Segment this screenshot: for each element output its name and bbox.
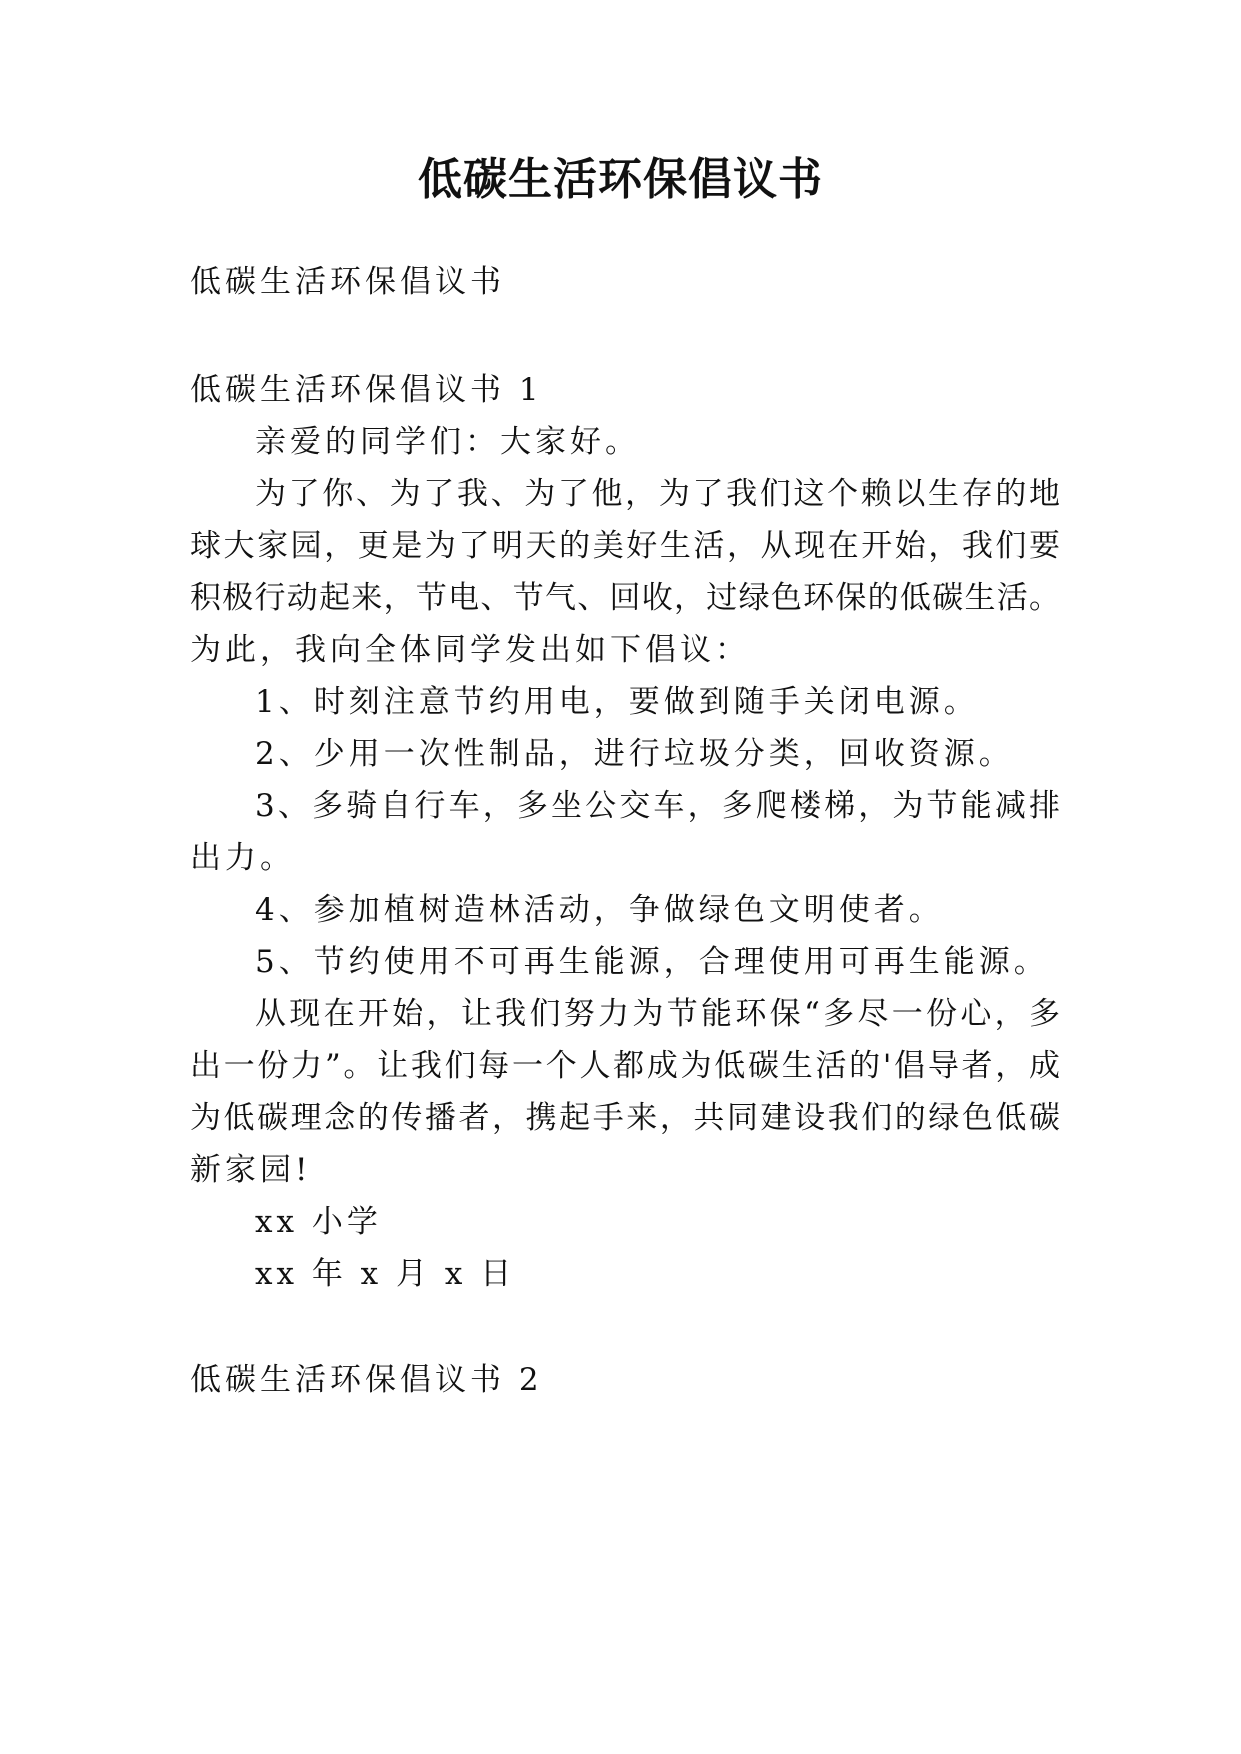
proposal-item-4: 4、参加植树造林活动，争做绿色文明使者。 [255, 892, 944, 928]
intro-line-3: 积极行动起来，节电、节气、回收，过绿色环保的低碳生活。 [190, 580, 1060, 616]
signature: xx 小学 [255, 1204, 382, 1240]
signature-date: xx 年 x 月 x 日 [255, 1256, 516, 1292]
closing-line-1: 从现在开始，让我们努力为节能环保“多尽一份心，多 [255, 996, 1060, 1032]
proposal-item-3-line-2: 出力。 [190, 840, 295, 876]
document-title: 低碳生活环保倡议书 [418, 154, 823, 205]
proposal-item-1: 1、时刻注意节约用电，要做到随手关闭电源。 [255, 684, 979, 720]
intro-line-4: 为此，我向全体同学发出如下倡议： [190, 632, 750, 668]
greeting: 亲爱的同学们：大家好。 [255, 424, 640, 460]
document-subtitle: 低碳生活环保倡议书 [190, 264, 505, 300]
closing-line-4: 新家园! [190, 1152, 312, 1188]
section-2-heading: 低碳生活环保倡议书 2 [190, 1362, 543, 1398]
section-1-heading: 低碳生活环保倡议书 1 [190, 372, 543, 408]
intro-line-2: 球大家园，更是为了明天的美好生活，从现在开始，我们要 [190, 528, 1060, 564]
closing-line-3: 为低碳理念的传播者，携起手来，共同建设我们的绿色低碳 [190, 1100, 1060, 1136]
closing-line-2: 出一份力”。让我们每一个人都成为低碳生活的'倡导者，成 [190, 1048, 1060, 1084]
proposal-item-2: 2、少用一次性制品，进行垃圾分类，回收资源。 [255, 736, 1014, 772]
intro-line-1: 为了你、为了我、为了他，为了我们这个赖以生存的地 [255, 476, 1060, 512]
proposal-item-5: 5、节约使用不可再生能源，合理使用可再生能源。 [255, 944, 1049, 980]
proposal-item-3-line-1: 3、多骑自行车，多坐公交车，多爬楼梯，为节能减排 [255, 788, 1060, 824]
